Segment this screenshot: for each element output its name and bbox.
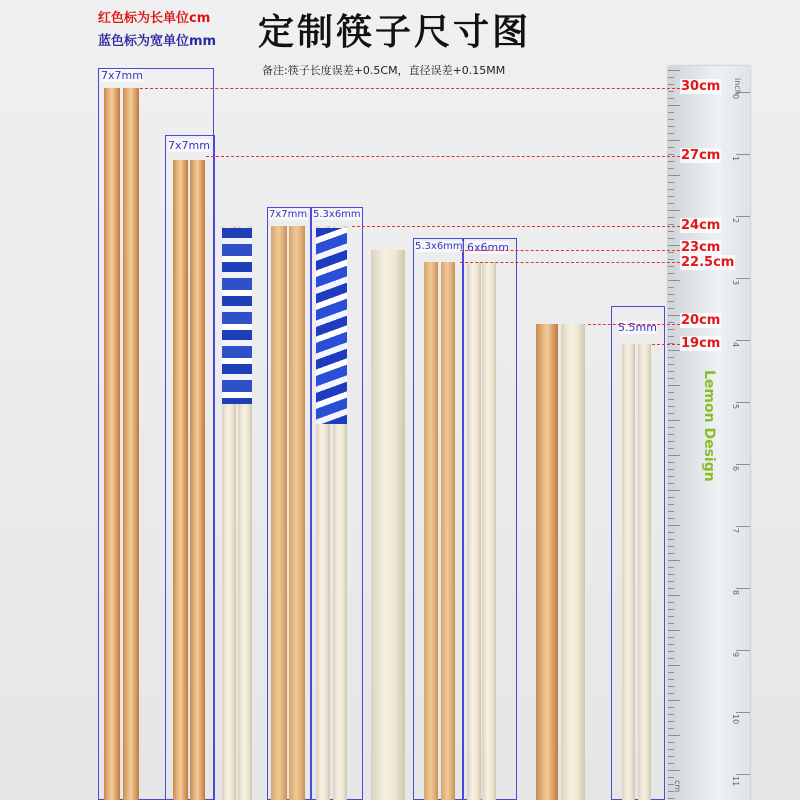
ruler-tick (668, 455, 680, 456)
ruler-tick (668, 133, 674, 134)
ruler-tick (668, 238, 674, 239)
width-label-group-4: 7x7mm (269, 209, 308, 220)
ruler-inch-number: 10 (731, 714, 740, 725)
ruler-tick (668, 371, 674, 372)
chopstick (424, 262, 438, 800)
ruler-tick (668, 511, 674, 512)
ruler-inch-tick (736, 402, 750, 403)
ruler-tick (668, 420, 680, 421)
ruler-tick (668, 490, 680, 491)
ruler-tick (668, 301, 674, 302)
length-line-27 (206, 156, 680, 157)
ruler-tick (668, 245, 680, 246)
width-label-group-2: 7x7mm (168, 139, 210, 152)
ruler-tick (668, 532, 674, 533)
ruler-tick (668, 224, 674, 225)
ruler-inch-number: 5 (731, 404, 740, 410)
ruler-inch-number: 9 (731, 652, 740, 658)
chopstick (104, 88, 120, 800)
tolerance-note: 备注:筷子长度误差+0.5CM，直径误差+0.15MM (262, 64, 506, 77)
ruler-inch-tick (736, 526, 750, 527)
ruler-inch-number: 8 (731, 590, 740, 596)
ruler-tick (668, 637, 674, 638)
ruler-inch-tick (736, 588, 750, 589)
ruler-tick (668, 399, 674, 400)
ruler-tick (668, 749, 674, 750)
ruler-tick (668, 273, 674, 274)
ruler-tick (668, 483, 674, 484)
ruler-tick (668, 504, 674, 505)
ruler-tick (668, 756, 674, 757)
ruler-unit-cm: cm (673, 780, 682, 793)
ruler-tick (668, 630, 680, 631)
ruler-inch-number: 4 (731, 342, 740, 348)
length-line-23 (460, 250, 680, 251)
ruler-tick (668, 392, 674, 393)
ruler-tick (668, 588, 674, 589)
ruler-tick (668, 609, 674, 610)
chopstick (173, 160, 188, 800)
ruler-tick (668, 98, 674, 99)
ruler-tick (668, 742, 674, 743)
ruler-tick (668, 322, 674, 323)
ruler-tick (668, 168, 674, 169)
length-label: 27cm (681, 148, 721, 163)
ruler-tick (668, 728, 674, 729)
chopstick (289, 226, 305, 800)
chopstick (371, 250, 405, 800)
ruler-tick (668, 280, 680, 281)
ruler-tick (668, 518, 674, 519)
ruler-tick (668, 203, 674, 204)
ruler-inch-number: 3 (731, 280, 740, 286)
ruler-inch-tick (736, 712, 750, 713)
ruler-tick (668, 539, 674, 540)
ruler-tick (668, 679, 674, 680)
ruler-tick (668, 287, 674, 288)
ruler-tick (668, 84, 674, 85)
ruler-tick (668, 357, 674, 358)
legend-width-unit: 蓝色标为宽单位mm (98, 34, 217, 49)
ruler-tick (668, 147, 674, 148)
ruler-tick (668, 763, 674, 764)
ruler-tick (668, 777, 674, 778)
ruler-inch-tick (736, 774, 750, 775)
chopstick (190, 160, 205, 800)
chopstick (561, 324, 585, 800)
ruler-tick (668, 266, 674, 267)
chopstick (482, 262, 496, 800)
ruler-unit-inch: inch (733, 78, 742, 95)
length-label: 19cm (681, 336, 721, 351)
ruler-tick (668, 231, 674, 232)
ruler-tick (668, 567, 674, 568)
ruler-tick (668, 70, 680, 71)
ruler-tick (668, 721, 674, 722)
ruler-tick (668, 448, 674, 449)
chopstick (622, 344, 635, 800)
legend-length-unit: 红色标为长单位cm (98, 11, 211, 26)
ruler-tick (668, 406, 674, 407)
ruler-tick (668, 308, 674, 309)
blue-white-pattern (222, 228, 252, 404)
ruler-inch-number: 0 (731, 94, 740, 100)
ruler-inch-tick (736, 650, 750, 651)
ruler-tick (668, 714, 674, 715)
length-label: 20cm (681, 313, 721, 328)
width-label-group-8: 6x6mm (467, 241, 509, 254)
chopstick (271, 226, 287, 800)
ruler-tick (668, 700, 680, 701)
ruler-tick (668, 707, 674, 708)
chopstick (123, 88, 139, 800)
ruler-tick (668, 294, 674, 295)
length-line-19 (652, 344, 680, 345)
size-box-group-7 (413, 238, 463, 800)
ruler-tick (668, 413, 674, 414)
length-line-24 (352, 226, 680, 227)
length-label: 23cm (681, 240, 721, 255)
width-label-group-1: 7x7mm (101, 69, 143, 82)
length-label: 22.5cm (681, 255, 735, 270)
ruler-tick (668, 441, 674, 442)
ruler-tick (668, 91, 674, 92)
ruler-tick (668, 665, 680, 666)
chopstick (536, 324, 558, 800)
ruler-tick (668, 427, 674, 428)
ruler-tick (668, 329, 674, 330)
ruler-tick (668, 693, 674, 694)
ruler-tick (668, 140, 680, 141)
ruler-inch-tick (736, 154, 750, 155)
length-line-20 (588, 324, 680, 325)
ruler-inch-number: 2 (731, 218, 740, 224)
length-line-225 (460, 262, 680, 263)
chopstick (638, 344, 651, 800)
ruler-inch-number: 7 (731, 528, 740, 534)
ruler-tick (668, 434, 674, 435)
brand-watermark: Lemon Design (701, 370, 717, 482)
ruler-tick (668, 385, 680, 386)
length-label: 30cm (681, 79, 721, 94)
length-label: 24cm (681, 218, 721, 233)
blue-white-pattern (316, 228, 347, 424)
ruler-tick (668, 595, 680, 596)
ruler-tick (668, 623, 674, 624)
ruler-inch-number: 6 (731, 466, 740, 472)
width-label-group-10: 5.5mm (618, 321, 657, 334)
ruler-tick (668, 574, 674, 575)
ruler-tick (668, 546, 674, 547)
ruler-tick (668, 364, 674, 365)
ruler-tick (668, 581, 674, 582)
ruler-inch-number: 1 (731, 156, 740, 162)
width-label-group-7: 5.3x6mm (415, 241, 463, 252)
ruler-inch-tick (736, 216, 750, 217)
ruler-tick (668, 189, 674, 190)
ruler-tick (668, 126, 674, 127)
ruler-tick (668, 616, 674, 617)
ruler-tick (668, 112, 674, 113)
page-title: 定制筷子尺寸图 (258, 12, 532, 53)
ruler-inch-tick (736, 464, 750, 465)
ruler-tick (668, 119, 674, 120)
ruler-tick (668, 560, 680, 561)
ruler-tick (668, 210, 680, 211)
length-line-30 (140, 88, 680, 89)
ruler-tick (668, 154, 674, 155)
ruler-tick (668, 658, 674, 659)
ruler-tick (668, 259, 674, 260)
ruler-tick (668, 252, 674, 253)
ruler-tick (668, 770, 680, 771)
width-label-group-5: 5.3x6mm (313, 209, 361, 220)
chopstick (441, 262, 455, 800)
ruler-tick (668, 161, 674, 162)
ruler-tick (668, 77, 674, 78)
ruler-inch-number: 11 (731, 776, 740, 787)
ruler-tick (668, 105, 680, 106)
ruler-tick (668, 462, 674, 463)
ruler-inch-tick (736, 340, 750, 341)
ruler-tick (668, 686, 674, 687)
chopstick (467, 262, 481, 800)
ruler-tick (668, 644, 674, 645)
ruler-inch-tick (736, 278, 750, 279)
ruler-tick (668, 469, 674, 470)
ruler-tick (668, 651, 674, 652)
ruler-tick (668, 672, 674, 673)
ruler-tick (668, 497, 674, 498)
ruler-tick (668, 350, 680, 351)
ruler-tick (668, 182, 674, 183)
ruler-tick (668, 175, 680, 176)
ruler-tick (668, 196, 674, 197)
ruler-tick (668, 217, 674, 218)
ruler-tick (668, 525, 680, 526)
ruler-tick (668, 735, 680, 736)
ruler-tick (668, 315, 680, 316)
ruler-tick (668, 602, 674, 603)
ruler-tick (668, 476, 674, 477)
ruler-tick (668, 798, 674, 799)
ruler-tick (668, 378, 674, 379)
ruler-tick (668, 336, 674, 337)
ruler-tick (668, 553, 674, 554)
